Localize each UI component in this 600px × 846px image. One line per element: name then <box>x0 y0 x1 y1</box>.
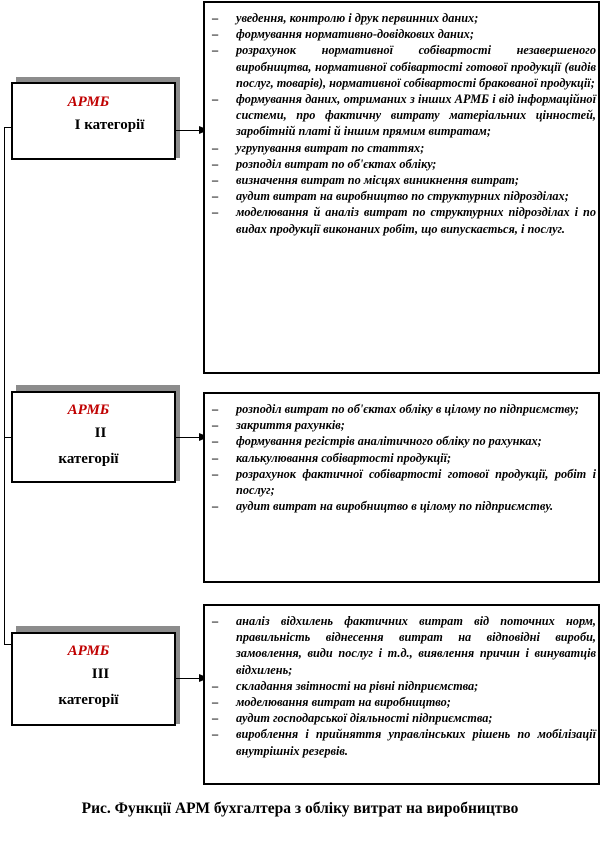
category-1-functions <box>203 1 600 374</box>
function-item: – уведення, контролю і друк первинних даних; <box>205 10 598 26</box>
function-item: – вироблення і прийняття управлінських рішень по мобілізації внутрішніх резервів. <box>205 726 598 758</box>
category-3-name-line1: ІІІ <box>91 666 110 682</box>
connector-spine <box>4 127 5 644</box>
function-item: – аудит витрат на виробництво по структурних підрозділах; <box>205 188 598 204</box>
category-1-name: І категорії <box>74 117 145 133</box>
function-item: – формування нормативно-довідкових даних; <box>205 26 598 42</box>
function-item: – аудит господарської діяльності підприємства; <box>205 710 598 726</box>
function-item: – розподіл витрат по об'єктах обліку; <box>205 156 598 172</box>
function-item: – розрахунок фактичної собівартості готової продукції, робіт і послуг; <box>205 466 598 498</box>
category-1-armb: АРМБ <box>67 94 110 110</box>
category-2-name-line1: ІІ <box>94 425 107 441</box>
function-item: – формування даних, отриманих з інших АРМБ і від інформаційної системи, про фактичну витрату матеріальних цінностей, заробітній платі й іншим прямим витратам; <box>205 91 598 140</box>
category-3-functions <box>203 604 600 785</box>
function-item: – угрупування витрат по статтях; <box>205 140 598 156</box>
function-item: – моделювання витрат на виробництво; <box>205 694 598 710</box>
category-3-armb: АРМБ <box>67 643 110 659</box>
category-2-name-line2: категорії <box>58 451 119 467</box>
function-item: – формування регістрів аналітичного обліку по рахунках; <box>205 433 598 449</box>
category-3-box <box>11 632 176 726</box>
function-item: – закриття рахунків; <box>205 417 598 433</box>
function-item: – аудит витрат на виробництво в цілому по підприємству. <box>205 498 598 514</box>
category-2-functions <box>203 392 600 583</box>
function-item: – аналіз відхилень фактичних витрат від поточних норм, правильність віднесення витрат на відповідні вироби, замовлення, види послуг і т.д., виявлення причин і винуватців відхилень; <box>205 613 598 678</box>
function-item: – калькулювання собівартості продукції; <box>205 450 598 466</box>
category-3-name-line2: категорії <box>58 692 119 708</box>
function-item: – визначення витрат по місцях виникнення витрат; <box>205 172 598 188</box>
category-2-box <box>11 391 176 483</box>
figure-caption: Рис. Функції АРМ бухгалтера з обліку витрат на виробництво <box>81 800 519 817</box>
function-item: – складання звітності на рівні підприємства; <box>205 678 598 694</box>
category-2-armb: АРМБ <box>67 402 110 418</box>
category-1-box <box>11 82 176 160</box>
function-item: – моделювання й аналіз витрат по структурних підрозділах і по видах продукції виконаних робіт, що випускається, і послуг. <box>205 204 598 236</box>
function-item: – розподіл витрат по об'єктах обліку в цілому по підприємству; <box>205 401 598 417</box>
function-item: – розрахунок нормативної собівартості незавершеного виробництва, нормативної собівартості готової продукції (видів послуг, товарів), нормативної собівартості бракованої продукції; <box>205 42 598 91</box>
